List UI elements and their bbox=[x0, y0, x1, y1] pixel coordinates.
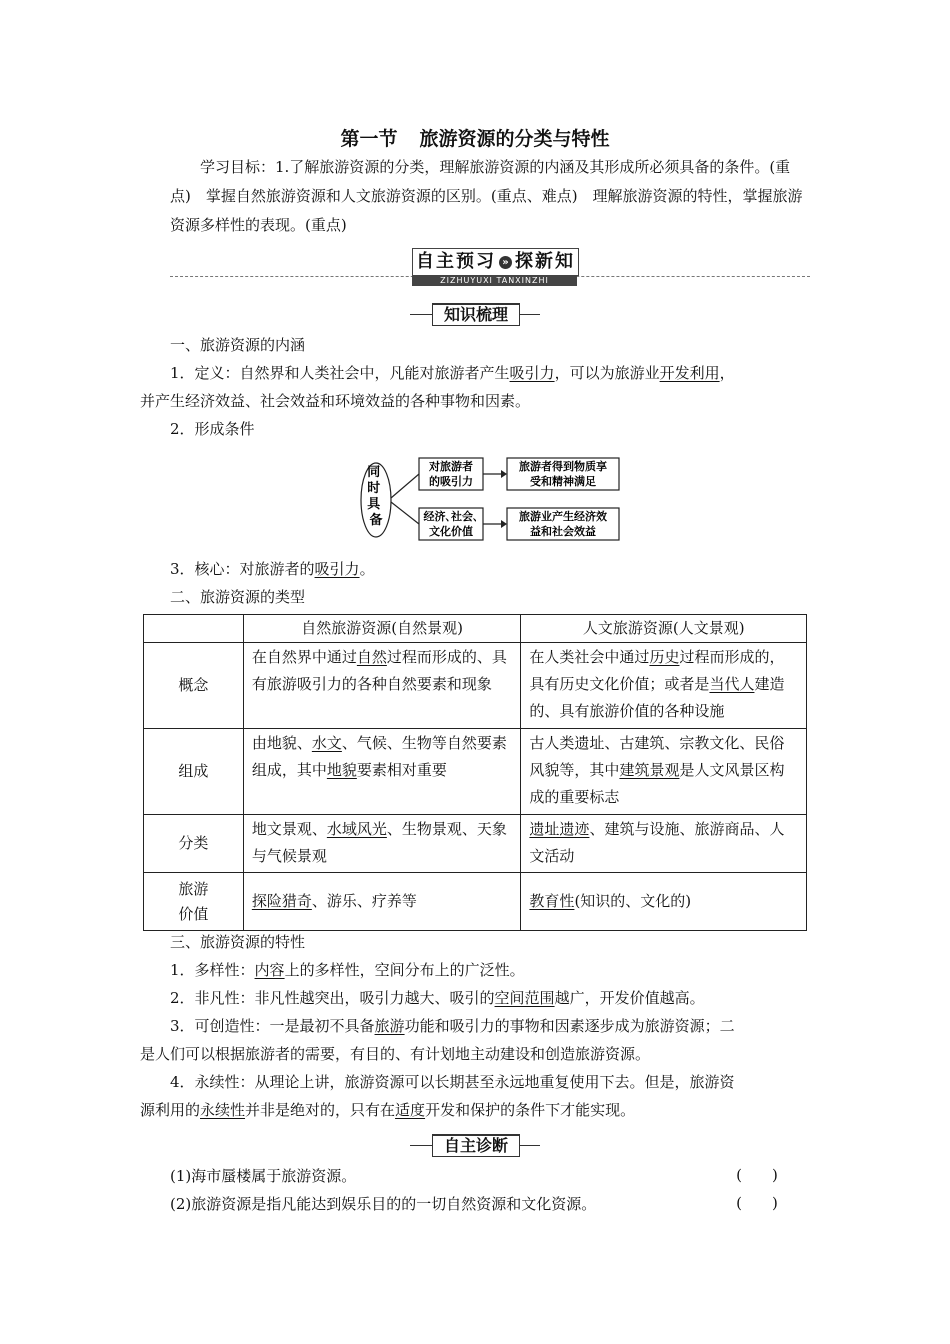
box-attraction-text-2: 的吸引力 bbox=[429, 475, 473, 488]
trait-creativity-2: 是人们可以根据旅游者的需要，有目的、有计划地主动建设和创造旅游资源。 bbox=[140, 1045, 651, 1063]
banner-arrow-icon: » bbox=[499, 256, 512, 269]
trait-text: 开发和保护的条件下才能实现。 bbox=[425, 1101, 636, 1119]
diagnosis-tag bbox=[410, 1134, 540, 1160]
knowledge-tag-label: 知识梳理 bbox=[432, 303, 520, 326]
learning-objectives: 学习目标：1.了解旅游资源的分类，理解旅游资源的内涵及其形成所必须具备的条件。(重点) 掌握自然旅游资源和人文旅游资源的区别。(重点、难点) 理解旅游资源的特性，掌握旅游资源多样性的表现。(重点) bbox=[170, 158, 803, 234]
cell-text: (知识的、文化的) bbox=[574, 892, 692, 910]
cell-blank: 水域风光 bbox=[326, 820, 387, 838]
trait-text: 并非是绝对的，只有在 bbox=[245, 1101, 396, 1119]
answer-blank-1[interactable]: ( ) bbox=[736, 1166, 778, 1184]
trait-blank: 空间范围 bbox=[494, 989, 555, 1007]
cell-text: 、气候、生物等自然要素组成，其中 bbox=[251, 734, 507, 779]
answer-blank-2[interactable]: ( ) bbox=[736, 1194, 778, 1212]
table-row-classification bbox=[144, 815, 807, 873]
cell-blank: 自然 bbox=[356, 648, 387, 666]
cell-text: 过程而形成的、具有旅游吸引力的各种自然要素和现象 bbox=[251, 648, 507, 693]
section-number: 第一节 bbox=[340, 128, 398, 150]
trait-text: 上的多样性，空间分布上的广泛性。 bbox=[284, 961, 525, 979]
banner-right-text: 探新知 bbox=[515, 251, 575, 272]
definition-line bbox=[170, 361, 810, 385]
cell-text: 在自然界中通过 bbox=[251, 648, 357, 666]
table-header-row bbox=[144, 615, 807, 643]
def-blank-develop: 开发利用 bbox=[659, 364, 720, 382]
root-char-3: 具 bbox=[367, 497, 381, 512]
knowledge-tag bbox=[410, 303, 540, 329]
banner-title bbox=[412, 248, 579, 276]
cell-human-classification bbox=[521, 815, 807, 873]
section-name: 旅游资源的分类与特性 bbox=[419, 128, 610, 150]
root-char-2: 时 bbox=[367, 481, 381, 496]
trait-uniqueness bbox=[170, 986, 810, 1010]
table-corner-cell bbox=[144, 615, 244, 643]
cell-blank: 历史 bbox=[649, 648, 680, 666]
cell-blank: 地貌 bbox=[326, 761, 357, 779]
formation-heading: 2．形成条件 bbox=[170, 420, 255, 438]
part3-heading: 三、旅游资源的特性 bbox=[170, 933, 306, 951]
cell-text: 建造的、具有旅游价值的各种设施 bbox=[529, 675, 785, 720]
part1-heading: 一、旅游资源的内涵 bbox=[170, 336, 306, 354]
trait-text: 越广，开发价值越高。 bbox=[554, 989, 705, 1007]
cell-text: 由地貌、 bbox=[251, 734, 312, 752]
cell-blank: 遗址遗迹 bbox=[529, 820, 590, 838]
core-text-a: 3．核心：对旅游者的 bbox=[170, 560, 315, 578]
diagnosis-q2: (2)旅游资源是指凡能达到娱乐目的的一切自然资源和文化资源。 bbox=[170, 1195, 597, 1213]
cell-human-composition bbox=[521, 729, 807, 815]
cell-blank: 水文 bbox=[311, 734, 342, 752]
def-text-b: ，可以为旅游业 bbox=[554, 364, 660, 382]
result-1-text-2: 受和精神满足 bbox=[530, 475, 596, 488]
row-label-concept: 概念 bbox=[144, 643, 244, 729]
section-banner bbox=[170, 246, 810, 286]
cell-text: 古人类遗址、古建筑、宗教文化、民俗风貌等，其中 bbox=[529, 734, 785, 779]
trait-creativity bbox=[170, 1014, 810, 1038]
trait-text: 2．非凡性：非凡性越突出，吸引力越大、吸引的 bbox=[170, 989, 495, 1007]
cell-text: 是人文风景区构成的重要标志 bbox=[529, 761, 785, 806]
definition-line-2: 并产生经济效益、社会效益和环境效益的各种事物和因素。 bbox=[140, 392, 531, 410]
trait-text: 源利用的 bbox=[140, 1101, 201, 1119]
trait-sustainability-2 bbox=[140, 1098, 810, 1122]
root-char-4: 备 bbox=[369, 513, 383, 528]
diagnosis-tag-label: 自主诊断 bbox=[432, 1134, 520, 1157]
def-text-c: ， bbox=[719, 364, 735, 382]
root-char-1: 同 bbox=[367, 465, 381, 480]
table-row-value bbox=[144, 873, 807, 931]
trait-sustainability: 4．永续性：从理论上讲，旅游资源可以长期甚至永远地重复使用下去。但是，旅游资 bbox=[170, 1073, 735, 1091]
arrow-head-2 bbox=[501, 520, 507, 528]
cell-text: 要素相对重要 bbox=[356, 761, 447, 779]
trait-diversity bbox=[170, 958, 810, 982]
table-row-concept bbox=[144, 643, 807, 729]
diagnosis-q1: (1)海市蜃楼属于旅游资源。 bbox=[170, 1167, 357, 1185]
cell-natural-concept bbox=[243, 643, 521, 729]
banner-left-text: 自主预习 bbox=[416, 251, 496, 272]
cell-natural-composition bbox=[243, 729, 521, 815]
core-text-b: 。 bbox=[359, 560, 375, 578]
result-1-text-1: 旅游者得到物质享 bbox=[519, 460, 607, 473]
resource-type-table bbox=[143, 614, 807, 931]
box-value-text-1: 经济､社会､ bbox=[423, 510, 479, 523]
core-blank-attraction: 吸引力 bbox=[314, 560, 360, 578]
banner-pinyin: ZIZHUYUXI TANXINZHI bbox=[412, 275, 577, 286]
row-label-part: 价值 bbox=[178, 904, 209, 923]
part2-heading: 二、旅游资源的类型 bbox=[170, 588, 306, 606]
cell-text: 在人类社会中通过 bbox=[529, 648, 650, 666]
cell-natural-classification bbox=[243, 815, 521, 873]
table-row-composition bbox=[144, 729, 807, 815]
cell-human-value bbox=[521, 873, 807, 931]
cell-human-concept bbox=[521, 643, 807, 729]
def-text-a: 1．定义：自然界和人类社会中，凡能对旅游者产生 bbox=[170, 364, 510, 382]
trait-text: 3．可创造性：一是最初不具备 bbox=[170, 1017, 375, 1035]
result-2-text-1: 旅游业产生经济效 bbox=[519, 510, 607, 523]
cell-natural-value bbox=[243, 873, 521, 931]
trait-text: 1．多样性： bbox=[170, 961, 255, 979]
cell-text: 地文景观、 bbox=[251, 820, 327, 838]
box-attraction-text-1: 对旅游者 bbox=[429, 460, 473, 473]
arrow-head-1 bbox=[501, 470, 507, 478]
def-blank-attraction: 吸引力 bbox=[509, 364, 555, 382]
row-label-classification: 分类 bbox=[144, 815, 244, 873]
trait-blank: 内容 bbox=[254, 961, 285, 979]
cell-blank: 教育性 bbox=[529, 892, 575, 910]
cell-text: 、建筑与设施、旅游商品、人文活动 bbox=[529, 820, 785, 865]
col-natural-header: 自然旅游资源(自然景观) bbox=[243, 615, 521, 643]
result-2-text-2: 益和社会效益 bbox=[530, 525, 596, 538]
cell-text: 、游乐、疗养等 bbox=[311, 892, 417, 910]
trait-blank: 永续性 bbox=[200, 1101, 246, 1119]
branch-line-1 bbox=[391, 474, 419, 498]
trait-blank: 旅游 bbox=[374, 1017, 405, 1035]
core-line bbox=[170, 557, 810, 581]
formation-diagram bbox=[355, 450, 625, 550]
cell-text: 过程而形成的，具有历史文化价值；或者是 bbox=[529, 648, 785, 693]
diagram-root-text bbox=[367, 465, 385, 528]
row-label-part: 旅游 bbox=[178, 879, 209, 898]
trait-blank: 适度 bbox=[395, 1101, 426, 1119]
row-label-value bbox=[144, 873, 244, 931]
cell-text: 、生物景观、天象与气候景观 bbox=[251, 820, 507, 865]
row-label-composition: 组成 bbox=[144, 729, 244, 815]
trait-text: 功能和吸引力的事物和因素逐步成为旅游资源；二 bbox=[404, 1017, 735, 1035]
page-title bbox=[0, 124, 950, 151]
cell-blank: 当代人 bbox=[709, 675, 755, 693]
col-human-header: 人文旅游资源(人文景观) bbox=[521, 615, 807, 643]
cell-blank: 建筑景观 bbox=[619, 761, 680, 779]
box-value-text-2: 文化价值 bbox=[429, 525, 473, 538]
cell-blank: 探险猎奇 bbox=[251, 892, 312, 910]
branch-line-2 bbox=[391, 502, 419, 524]
